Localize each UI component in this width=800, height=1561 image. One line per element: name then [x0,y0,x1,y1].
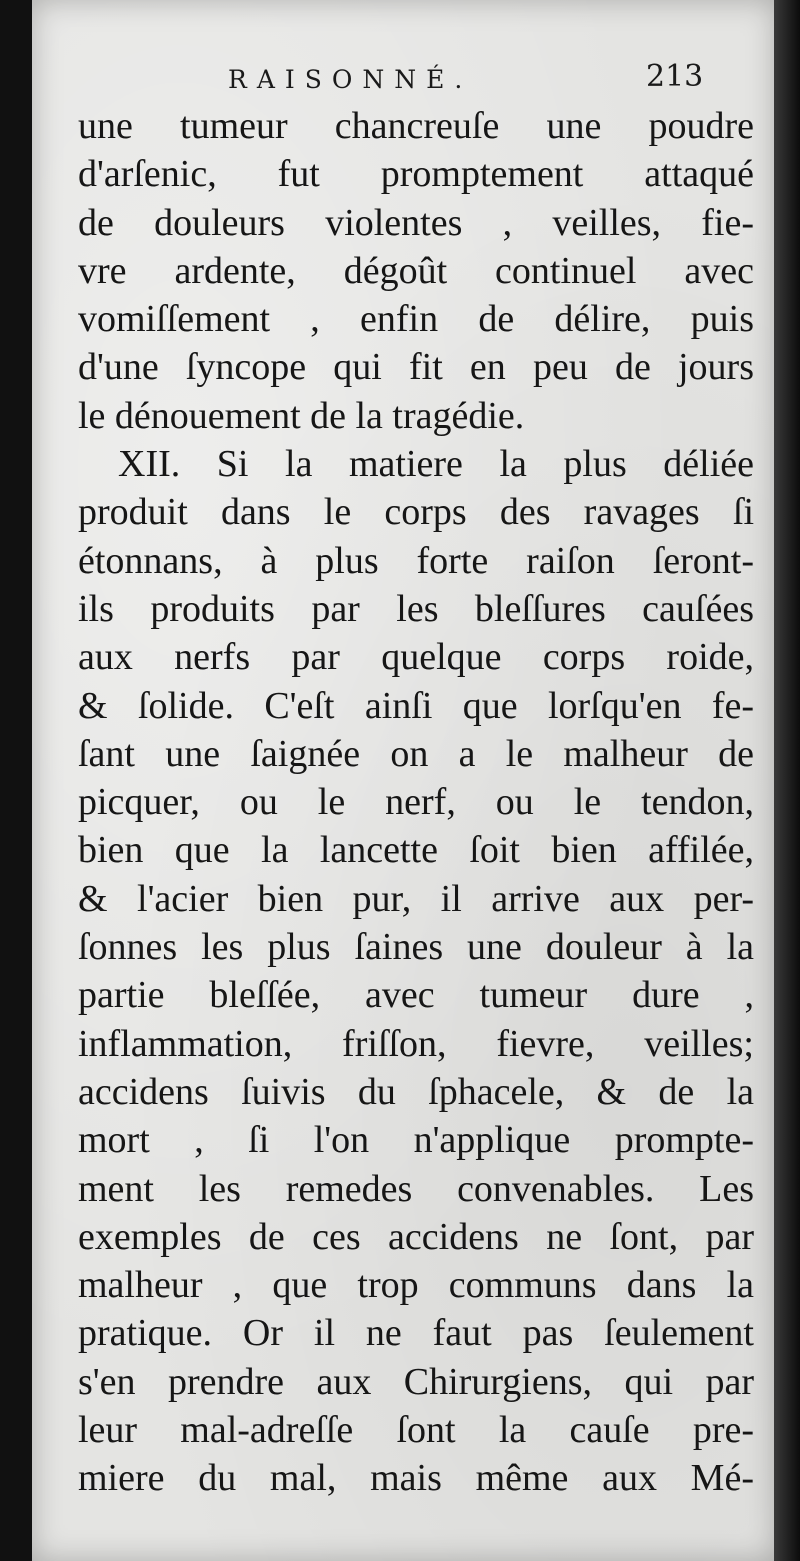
text-line: étonnans, à plus forte raiſon ſeront- [78,539,754,582]
text-line: mort , ſi l'on n'applique prompte- [78,1119,754,1162]
text-line: d'arſenic, fut promptement attaqué [78,153,754,196]
text-line: & l'acier bien pur, il arrive aux per- [78,877,754,920]
text-line: XII. Si la matiere la plus déliée [118,443,754,486]
text-line: partie bleſſée, avec tumeur dure , [78,974,754,1017]
text-line: exemples de ces accidens ne ſont, par [78,1215,754,1258]
text-line: pratique. Or il ne faut pas ſeulement [78,1312,754,1355]
text-line: vomiſſement , enfin de délire, puis [78,298,754,341]
page-header [32,55,776,105]
text-line: de douleurs violentes , veilles, fie- [78,201,754,244]
text-line: bien que la lancette ſoit bien affilée, [78,829,754,872]
text-line: ment les remedes convenables. Les [78,1167,754,1210]
text-line: s'en prendre aux Chirurgiens, qui par [78,1360,754,1403]
text-line: ſonnes les plus ſaines une douleur à la [78,926,754,969]
text-line: inflammation, friſſon, fievre, veilles; [78,1022,754,1065]
text-line: malheur , que trop communs dans la [78,1264,754,1307]
text-line: vre ardente, dégoût continuel avec [78,249,754,292]
text-line: ils produits par les bleſſures cauſées [78,587,754,630]
text-line: ſant une ſaignée on a le malheur de [78,732,754,775]
text-line: le dénouement de la tragédie. [78,394,525,437]
text-line: produit dans le corps des ravages ſi [78,491,754,534]
running-title: RAISONNÉ. [228,65,473,94]
book-page [32,0,776,1561]
page-number: 213 [646,59,704,94]
page-edge-shadow [774,0,800,1561]
text-line: leur mal-adreſſe ſont la cauſe pre- [78,1409,754,1452]
text-line: accidens ſuivis du ſphacele, & de la [78,1070,754,1113]
text-line: d'une ſyncope qui fit en peu de jours [78,346,754,389]
text-line: une tumeur chancreuſe une poudre [78,105,754,147]
text-line: & ſolide. C'eſt ainſi que lorſqu'en fe- [78,684,754,727]
text-line: miere du mal, mais même aux Mé- [78,1457,754,1500]
text-line: aux nerfs par quelque corps roide, [78,636,754,679]
body-text [78,102,754,1503]
text-line: picquer, ou le nerf, ou le tendon, [78,781,754,824]
